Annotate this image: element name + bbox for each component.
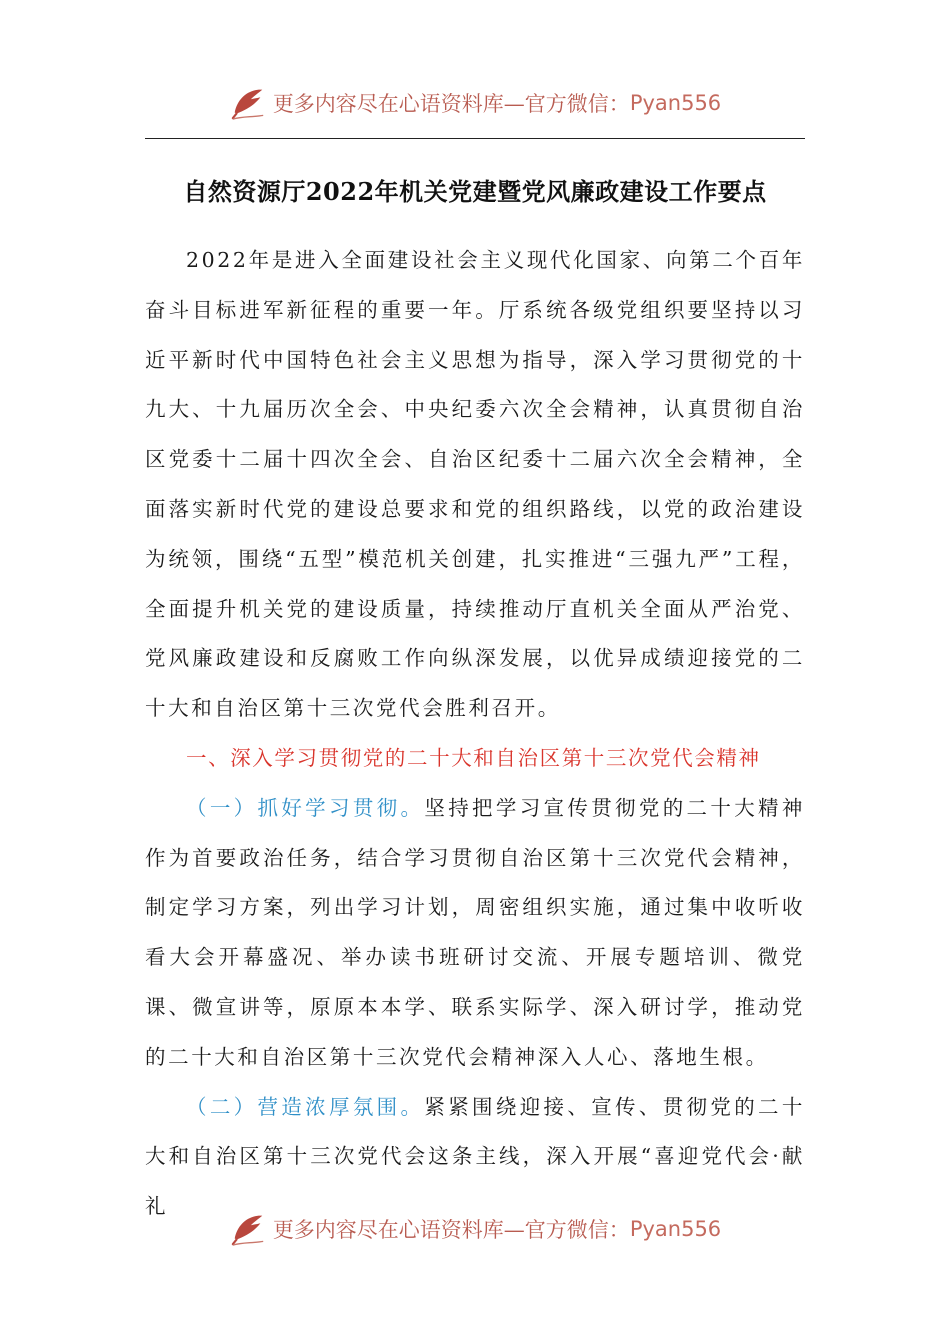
item-body-2: 紧紧围绕迎接、宣传、贯彻党的二十大和自治区第十三次党代会这条主线，深入开展“喜迎党代会·献礼 xyxy=(145,1094,805,1219)
header-banner xyxy=(0,80,950,126)
pen-quill-icon xyxy=(229,84,267,122)
page-title: 自然资源厅2022年机关党建暨党风廉政建设工作要点 xyxy=(183,177,767,206)
header-divider xyxy=(145,138,805,139)
banner-site-text: 更多内容尽在心语资料库—官方微信： xyxy=(272,1218,630,1242)
banner-wechat-id: Pyan556 xyxy=(629,1217,722,1241)
intro-paragraph: 2022年是进入全面建设社会主义现代化国家、向第二个百年奋斗目标进军新征程的重要一年。厅系统各级党组织要坚持以习近平新时代中国特色社会主义思想为指导，深入学习贯彻党的十九大、十九届历次全会、中央纪委六次全会精神，认真贯彻自治区党委十二届十四次全会、自治区纪委十二届六次全会精神，全面落实新时代党的建设总要求和党的组织路线，以党的政治建设为统领，围绕“五型”模范机关创建，扎实推进“三强九严”工程，全面提升机关党的建设质量，持续推动厅直机关全面从严治党、党风廉政建设和反腐败工作向纵深发展，以优异成绩迎接党的二十大和自治区第十三次党代会胜利召开。 xyxy=(145,248,805,721)
banner-wechat-id: Pyan556 xyxy=(629,91,722,115)
footer-banner xyxy=(0,1206,950,1252)
item-paragraph-1 xyxy=(145,784,805,1083)
document-body xyxy=(145,236,805,1232)
item-body-1: 坚持把学习宣传贯彻党的二十大精神作为首要政治任务，结合学习贯彻自治区第十三次党代会精神，制定学习方案，列出学习计划，周密组织实施，通过集中收听收看大会开幕盛况、举办读书班研讨交流、开展专题培训、微党课、微宣讲等，原原本本学、联系实际学、深入研讨学，推动党的二十大和自治区第十三次党代会精神深入人心、落地生根。 xyxy=(145,795,805,1069)
item-title-2: （二）营造浓厚氛围。 xyxy=(186,1094,425,1119)
pen-quill-icon xyxy=(229,1210,267,1248)
banner-site-text: 更多内容尽在心语资料库—官方微信： xyxy=(272,92,630,116)
item-title-1: （一）抓好学习贯彻。 xyxy=(186,795,425,820)
section-heading-1: 一、深入学习贯彻党的二十大和自治区第十三次党代会精神 xyxy=(186,745,761,770)
